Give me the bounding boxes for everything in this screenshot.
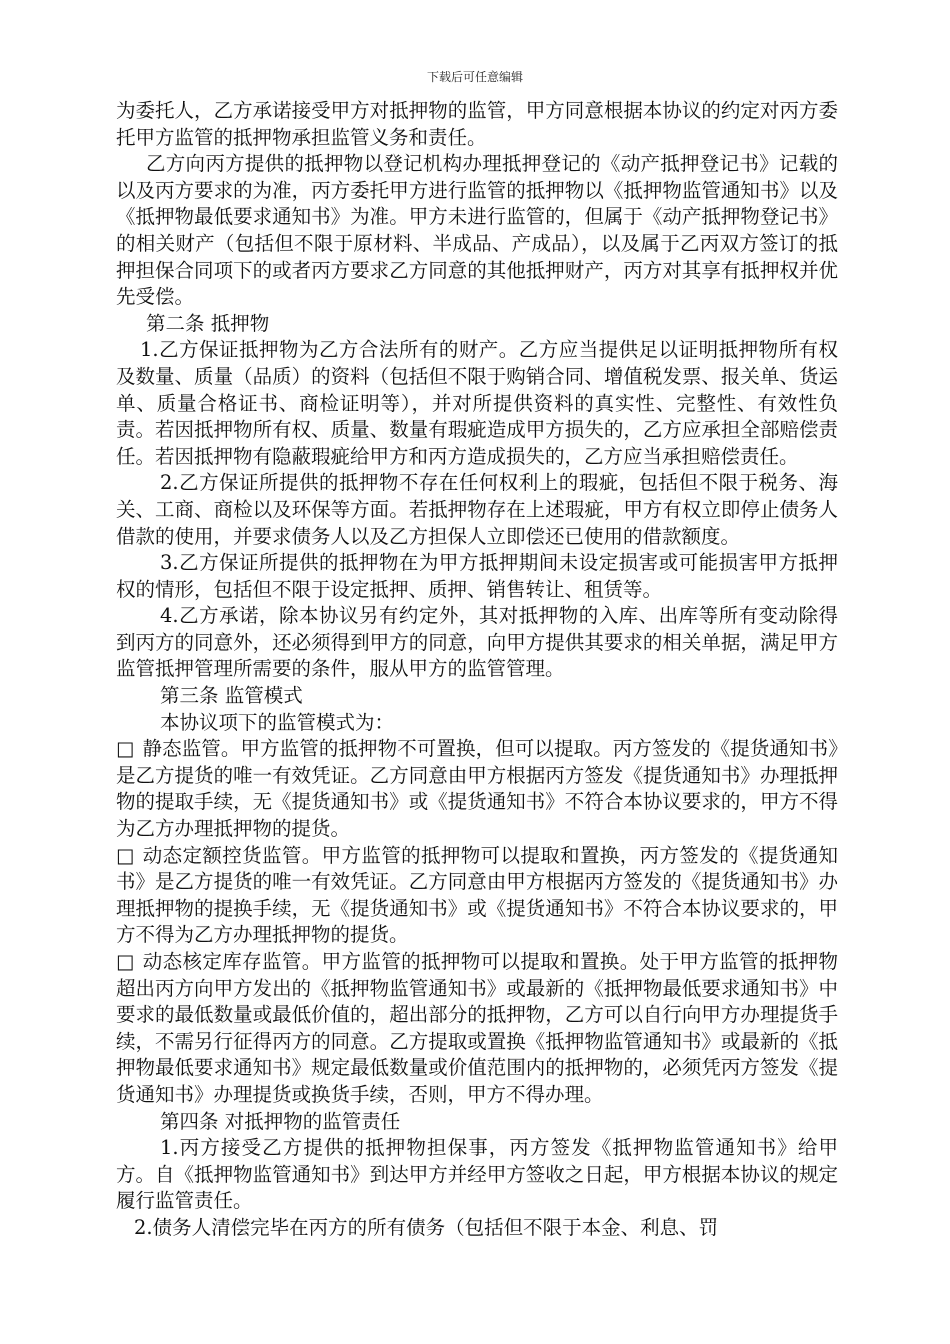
option-static-text: 静态监管。甲方监管的抵押物不可置换，但可以提取。丙方签发的《提货通知书》是乙方提货的唯一有效凭证。乙方同意由甲方根据丙方签发《提货通知书》办理抵押物的提取手续，无《提货通知书》或《提货通知书》不符合本协议要求的，甲方不得为乙方办理抵押物的提货。 xyxy=(116,737,838,841)
article-2-clause-4: 4.乙方承诺，除本协议另有约定外，其对抵押物的入库、出库等所有变动除得到丙方的同意外，还必须得到甲方的同意，向甲方提供其要求的相关单据，满足甲方监管抵押管理所需要的条件，服从甲方的监管管理。 xyxy=(116,604,838,681)
page-header: 下载后可任意编辑 xyxy=(426,70,523,84)
article-3-intro: 本协议项下的监管模式为： xyxy=(160,710,395,734)
article-4-heading: 第四条 对抵押物的监管责任 xyxy=(160,1109,401,1133)
article-2-heading: 第二条 抵押物 xyxy=(146,311,270,335)
option-dynamic-quota-supervision xyxy=(116,843,838,949)
article-2-clause-1: 1.乙方保证抵押物为乙方合法所有的财产。乙方应当提供足以证明抵押物所有权及数量、质量（品质）的资料（包括但不限于购销合同、增值税发票、报关单、货运单、质量合格证书、商检证明等），并对所提供资料的真实性、完整性、有效性负责。若因抵押物所有权、质量、数量有瑕疵造成甲方损失的，乙方应承担全部赔偿责任。若因抵押物有隐蔽瑕疵给甲方和丙方造成损失的，乙方应当承担赔偿责任。 xyxy=(116,338,838,468)
checkbox-dynamic-quota[interactable]: □ xyxy=(116,843,135,867)
article-2-clause-2: 2.乙方保证所提供的抵押物不存在任何权利上的瑕疵，包括但不限于税务、海关、工商、商检以及环保等方面。若抵押物存在上述瑕疵，甲方有权立即停止债务人借款的使用，并要求债务人以及乙方担保人立即偿还已使用的借款额度。 xyxy=(116,471,838,548)
paragraph-intro: 为委托人，乙方承诺接受甲方对抵押物的监管，甲方同意根据本协议的约定对丙方委托甲方监管的抵押物承担监管义务和责任。 xyxy=(116,99,838,149)
article-4-clause-1: 1.丙方接受乙方提供的抵押物担保事，丙方签发《抵押物监管通知书》给甲方。自《抵押物监管通知书》到达甲方并经甲方签收之日起，甲方根据本协议的规定履行监管责任。 xyxy=(116,1136,838,1213)
paragraph-collateral-scope: 乙方向丙方提供的抵押物以登记机构办理抵押登记的《动产抵押登记书》记载的以及丙方要求的为准，丙方委托甲方进行监管的抵押物以《抵押物监管通知书》以及《抵押物最低要求通知书》为准。甲方未进行监管的，但属于《动产抵押物登记书》的相关财产（包括但不限于原材料、半成品、产成品），以及属于乙丙双方签订的抵押担保合同项下的或者丙方要求乙方同意的其他抵押财产，丙方对其享有抵押权并优先受偿。 xyxy=(116,152,838,309)
article-3-heading: 第三条 监管模式 xyxy=(160,684,303,708)
option-dynamic-inventory-supervision xyxy=(116,949,838,1109)
checkbox-dynamic-inventory[interactable]: □ xyxy=(116,950,135,973)
article-2-clause-3: 3.乙方保证所提供的抵押物在为甲方抵押期间未设定损害或可能损害甲方抵押权的情形，包括但不限于设定抵押、质押、销售转让、租赁等。 xyxy=(116,551,838,601)
article-4-clause-2: 2.债务人清偿完毕在丙方的所有债务（包括但不限于本金、利息、罚 xyxy=(134,1215,719,1239)
checkbox-static[interactable]: □ xyxy=(116,737,135,761)
document-body xyxy=(116,98,838,1242)
option-static-supervision xyxy=(116,736,838,842)
option-dynamic-quota-text: 动态定额控货监管。甲方监管的抵押物可以提取和置换，丙方签发的《提货通知书》是乙方提货的唯一有效凭证。乙方同意由甲方根据丙方签发的《提货通知书》办理抵押物的提换手续，无《提货通知书》或《提货通知书》不符合本协议要求的，甲方不得为乙方办理抵押物的提货。 xyxy=(116,843,838,947)
option-dynamic-inventory-text: 动态核定库存监管。甲方监管的抵押物可以提取和置换。处于甲方监管的抵押物超出丙方向甲方发出的《抵押物监管通知书》或最新的《抵押物最低要求通知书》中要求的最低数量或最低价值的，超出部分的抵押物，乙方可以自行向甲方办理提货手续，不需另行征得丙方的同意。乙方提取或置换《抵押物监管通知书》或最新的《抵押物最低要求通知书》规定最低数量或价值范围内的抵押物的，必须凭丙方签发《提货通知书》办理提货或换货手续，否则，甲方不得办理。 xyxy=(116,950,838,1106)
